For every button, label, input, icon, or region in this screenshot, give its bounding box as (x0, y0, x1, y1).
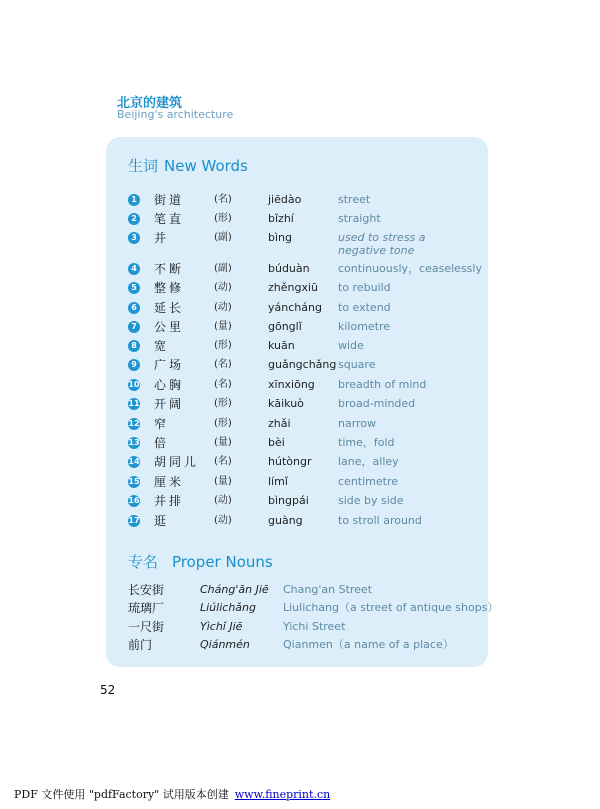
vocab-part-of-speech: (名) (214, 379, 232, 390)
proper-noun-row-1 (128, 583, 478, 601)
footer-link[interactable]: www.fineprint.cn (234, 788, 331, 801)
vocab-gloss: to stroll around (338, 514, 422, 527)
vocab-gloss: time，fold (338, 436, 395, 449)
vocab-part-of-speech: (动) (214, 302, 232, 313)
vocab-pinyin: búduàn (268, 262, 310, 275)
vocab-hanzi: 笔直 (154, 212, 185, 226)
vocabulary-panel (106, 137, 499, 667)
vocab-hanzi: 厘米 (154, 475, 185, 489)
vocab-row-5 (128, 281, 478, 299)
proper-noun-row-4 (128, 638, 478, 656)
proper-noun-row-3 (128, 620, 478, 638)
proper-noun-pinyin: Qiánmén (200, 638, 250, 651)
proper-noun-hanzi: 前门 (128, 638, 153, 652)
proper-noun-hanzi: 长安街 (128, 583, 165, 597)
pdf-footer (14, 786, 330, 802)
number-badge: 2 (128, 213, 140, 225)
vocab-pinyin: kāikuò (268, 397, 304, 410)
vocab-row-14 (128, 455, 478, 473)
vocab-pinyin: bèi (268, 436, 285, 449)
vocab-part-of-speech: (形) (214, 418, 232, 429)
vocab-hanzi: 开阔 (154, 397, 185, 411)
number-badge: 8 (128, 340, 140, 352)
vocab-pinyin: guǎngchǎng (268, 358, 337, 371)
page-number: 52 (100, 683, 116, 697)
vocab-hanzi: 窄 (154, 417, 170, 431)
vocab-gloss: centimetre (338, 475, 399, 488)
proper-noun-gloss: Liulichang（a street of antique shops） (283, 601, 499, 614)
vocab-hanzi: 并 (154, 231, 170, 245)
vocab-gloss: broad-minded (338, 397, 416, 410)
vocab-part-of-speech: (量) (214, 476, 232, 487)
vocab-row-10 (128, 378, 478, 396)
vocab-row-4 (128, 262, 482, 280)
vocab-pinyin: gōnglǐ (268, 320, 302, 333)
section-subtitle: Beijing's architecture (117, 108, 234, 121)
vocab-hanzi: 延长 (154, 301, 185, 315)
number-badge: 14 (128, 457, 140, 466)
vocab-row-8 (128, 339, 478, 357)
proper-noun-pinyin: Liúlichǎng (200, 601, 256, 614)
vocab-part-of-speech: (量) (214, 437, 232, 448)
proper-nouns-heading-en: Proper Nouns (172, 553, 273, 571)
proper-noun-row-2 (128, 601, 499, 619)
proper-nouns-heading (128, 551, 273, 572)
vocab-pinyin: zhǎi (268, 417, 291, 430)
new-words-heading-en: New Words (164, 157, 248, 175)
vocab-row-13 (128, 436, 478, 454)
vocab-row-7 (128, 320, 478, 338)
vocab-part-of-speech: (动) (214, 515, 232, 526)
vocab-row-2 (128, 212, 478, 230)
vocab-part-of-speech: (副) (214, 232, 232, 243)
proper-noun-gloss: Chang'an Street (283, 583, 373, 596)
vocab-hanzi: 倍 (154, 436, 170, 450)
vocab-hanzi: 整修 (154, 281, 185, 295)
vocab-hanzi: 并排 (154, 494, 185, 508)
vocab-row-12 (128, 417, 478, 435)
vocab-gloss: square (338, 358, 376, 371)
vocab-row-9 (128, 358, 478, 376)
new-words-heading-cn: 生词 (128, 157, 159, 175)
vocab-pinyin: bǐzhí (268, 212, 294, 225)
number-badge: 13 (128, 438, 140, 447)
vocab-gloss: used to stress a negative tone (338, 231, 426, 257)
number-badge: 4 (128, 263, 140, 275)
vocab-part-of-speech: (形) (214, 213, 232, 224)
proper-noun-gloss: Qianmen（a name of a place） (283, 638, 454, 651)
vocab-part-of-speech: (名) (214, 456, 232, 467)
number-badge: 15 (128, 477, 140, 486)
vocab-part-of-speech: (动) (214, 495, 232, 506)
proper-noun-gloss: Yichi Street (283, 620, 346, 633)
vocab-gloss: continuously，ceaselessly (338, 262, 482, 275)
proper-noun-hanzi: 一尺街 (128, 620, 165, 634)
vocab-gloss: narrow (338, 417, 377, 430)
vocab-row-17 (128, 514, 478, 532)
vocab-pinyin: jiēdào (268, 193, 302, 206)
vocab-part-of-speech: (形) (214, 398, 232, 409)
vocab-hanzi: 胡同儿 (154, 455, 200, 469)
new-words-heading (128, 155, 248, 176)
vocab-hanzi: 不断 (154, 262, 185, 276)
vocab-part-of-speech: (动) (214, 282, 232, 293)
vocab-pinyin: guàng (268, 514, 303, 527)
number-badge: 1 (128, 194, 140, 206)
number-badge: 11 (128, 399, 140, 408)
vocab-part-of-speech: (名) (214, 194, 232, 205)
vocab-pinyin: límǐ (268, 475, 288, 488)
vocab-pinyin: bìng (268, 231, 292, 244)
vocab-gloss: wide (338, 339, 364, 352)
vocab-hanzi: 逛 (154, 514, 170, 528)
proper-noun-pinyin: Cháng'ān Jiē (200, 583, 269, 596)
vocab-part-of-speech: (副) (214, 263, 232, 274)
vocab-hanzi: 街道 (154, 193, 185, 207)
number-badge: 17 (128, 516, 140, 525)
number-badge: 3 (128, 232, 140, 244)
vocab-row-6 (128, 301, 478, 319)
footer-text: PDF 文件使用 "pdfFactory" 试用版本创建 (14, 788, 229, 801)
vocab-part-of-speech: (名) (214, 359, 232, 370)
vocab-gloss: breadth of mind (338, 378, 427, 391)
vocab-gloss: street (338, 193, 371, 206)
vocab-pinyin: zhěngxiū (268, 281, 319, 294)
vocab-hanzi: 宽 (154, 339, 170, 353)
vocab-pinyin: bìngpái (268, 494, 309, 507)
number-badge: 7 (128, 321, 140, 333)
vocab-row-11 (128, 397, 478, 415)
vocab-hanzi: 心胸 (154, 378, 185, 392)
number-badge: 6 (128, 302, 140, 314)
vocab-pinyin: yáncháng (268, 301, 322, 314)
vocab-part-of-speech: (量) (214, 321, 232, 332)
vocab-row-1 (128, 193, 478, 211)
number-badge: 5 (128, 282, 140, 294)
vocab-pinyin: hútòngr (268, 455, 312, 468)
vocab-gloss: to rebuild (338, 281, 391, 294)
vocab-pinyin: xīnxiōng (268, 378, 315, 391)
proper-nouns-heading-cn: 专名 (128, 553, 159, 571)
vocab-pinyin: kuān (268, 339, 295, 352)
vocab-gloss: kilometre (338, 320, 391, 333)
vocab-row-15 (128, 475, 478, 493)
number-badge: 9 (128, 359, 140, 371)
vocab-row-16 (128, 494, 478, 512)
vocab-gloss: side by side (338, 494, 404, 507)
section-title: 北京的建筑 (117, 96, 183, 111)
proper-noun-pinyin: Yìchǐ Jiē (200, 620, 243, 633)
vocab-gloss: lane，alley (338, 455, 399, 468)
number-badge: 12 (128, 419, 140, 428)
vocab-gloss: straight (338, 212, 381, 225)
vocab-hanzi: 公里 (154, 320, 185, 334)
vocab-hanzi: 广场 (154, 358, 185, 372)
proper-noun-hanzi: 琉璃厂 (128, 601, 165, 615)
vocab-gloss: to extend (338, 301, 391, 314)
vocab-row-3 (128, 231, 478, 263)
number-badge: 16 (128, 496, 140, 505)
vocab-part-of-speech: (形) (214, 340, 232, 351)
number-badge: 10 (128, 380, 140, 389)
